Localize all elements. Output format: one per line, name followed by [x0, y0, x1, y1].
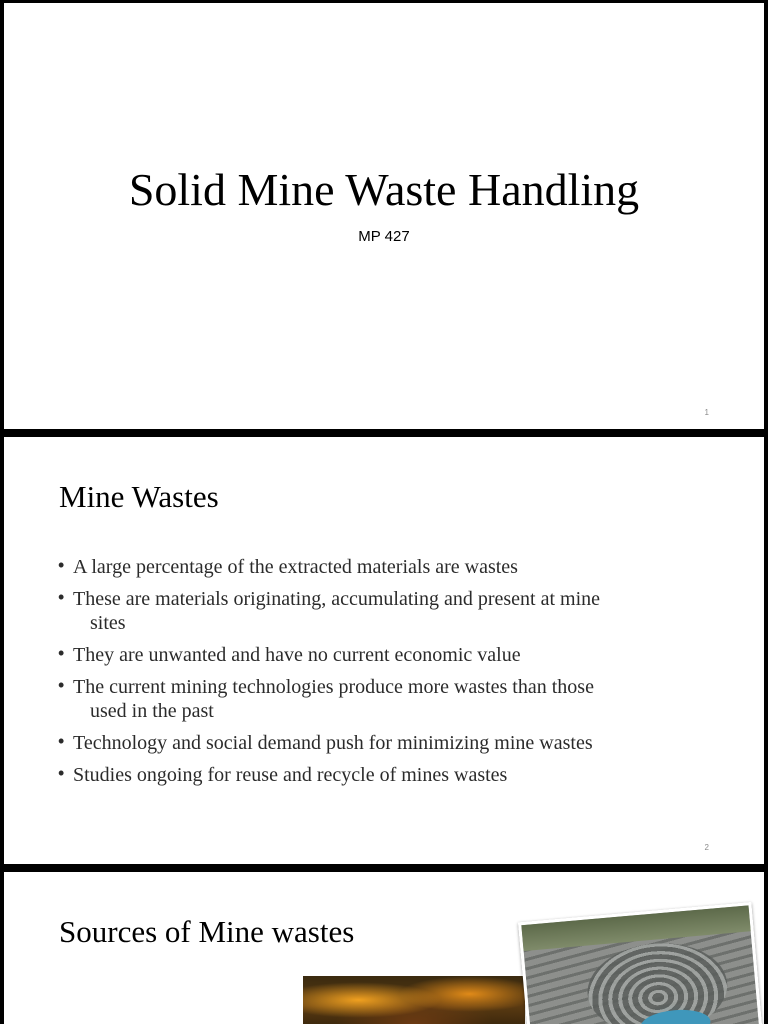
- bullet-icon: •: [58, 555, 65, 575]
- list-item: [56, 731, 656, 755]
- bullet-icon: •: [58, 731, 65, 751]
- bullet-text: These are materials originating, accumulating and present at mine: [73, 588, 601, 610]
- slide-number: 2: [704, 843, 709, 852]
- bullet-icon: •: [58, 763, 65, 783]
- bullet-text: They are unwanted and have no current economic value: [73, 644, 521, 666]
- bullet-icon: •: [58, 675, 65, 695]
- bullet-text-continued: sites: [90, 612, 126, 634]
- list-item: [56, 675, 656, 723]
- slide-title: Solid Mine Waste Handling: [128, 164, 640, 215]
- bullet-text: Technology and social demand push for minimizing mine wastes: [73, 732, 593, 754]
- slide-heading: Mine Wastes: [59, 479, 219, 514]
- slide-3: [4, 872, 764, 1024]
- pit-terraces: [584, 938, 731, 1024]
- slide-1: [4, 3, 764, 429]
- list-item: [56, 763, 656, 787]
- bullet-text: Studies ongoing for reuse and recycle of mines wastes: [73, 764, 508, 786]
- bullet-icon: •: [58, 643, 65, 663]
- slide-heading: Sources of Mine wastes: [59, 914, 355, 949]
- bullet-icon: •: [58, 587, 65, 607]
- list-item: [56, 555, 656, 579]
- open-pit-mine-photo: [518, 902, 764, 1024]
- bullet-list: [56, 555, 656, 795]
- list-item: [56, 643, 656, 667]
- slide-subtitle: MP 427: [358, 228, 410, 245]
- tree-line: [521, 905, 750, 951]
- bullet-text: The current mining technologies produce more wastes than those: [73, 676, 594, 698]
- list-item: [56, 587, 656, 635]
- slide-number: 1: [704, 408, 709, 417]
- bullet-text-continued: used in the past: [90, 700, 214, 722]
- bullet-text: A large percentage of the extracted materials are wastes: [73, 556, 518, 578]
- burning-waste-photo: [303, 976, 525, 1024]
- slide-2: [4, 437, 764, 864]
